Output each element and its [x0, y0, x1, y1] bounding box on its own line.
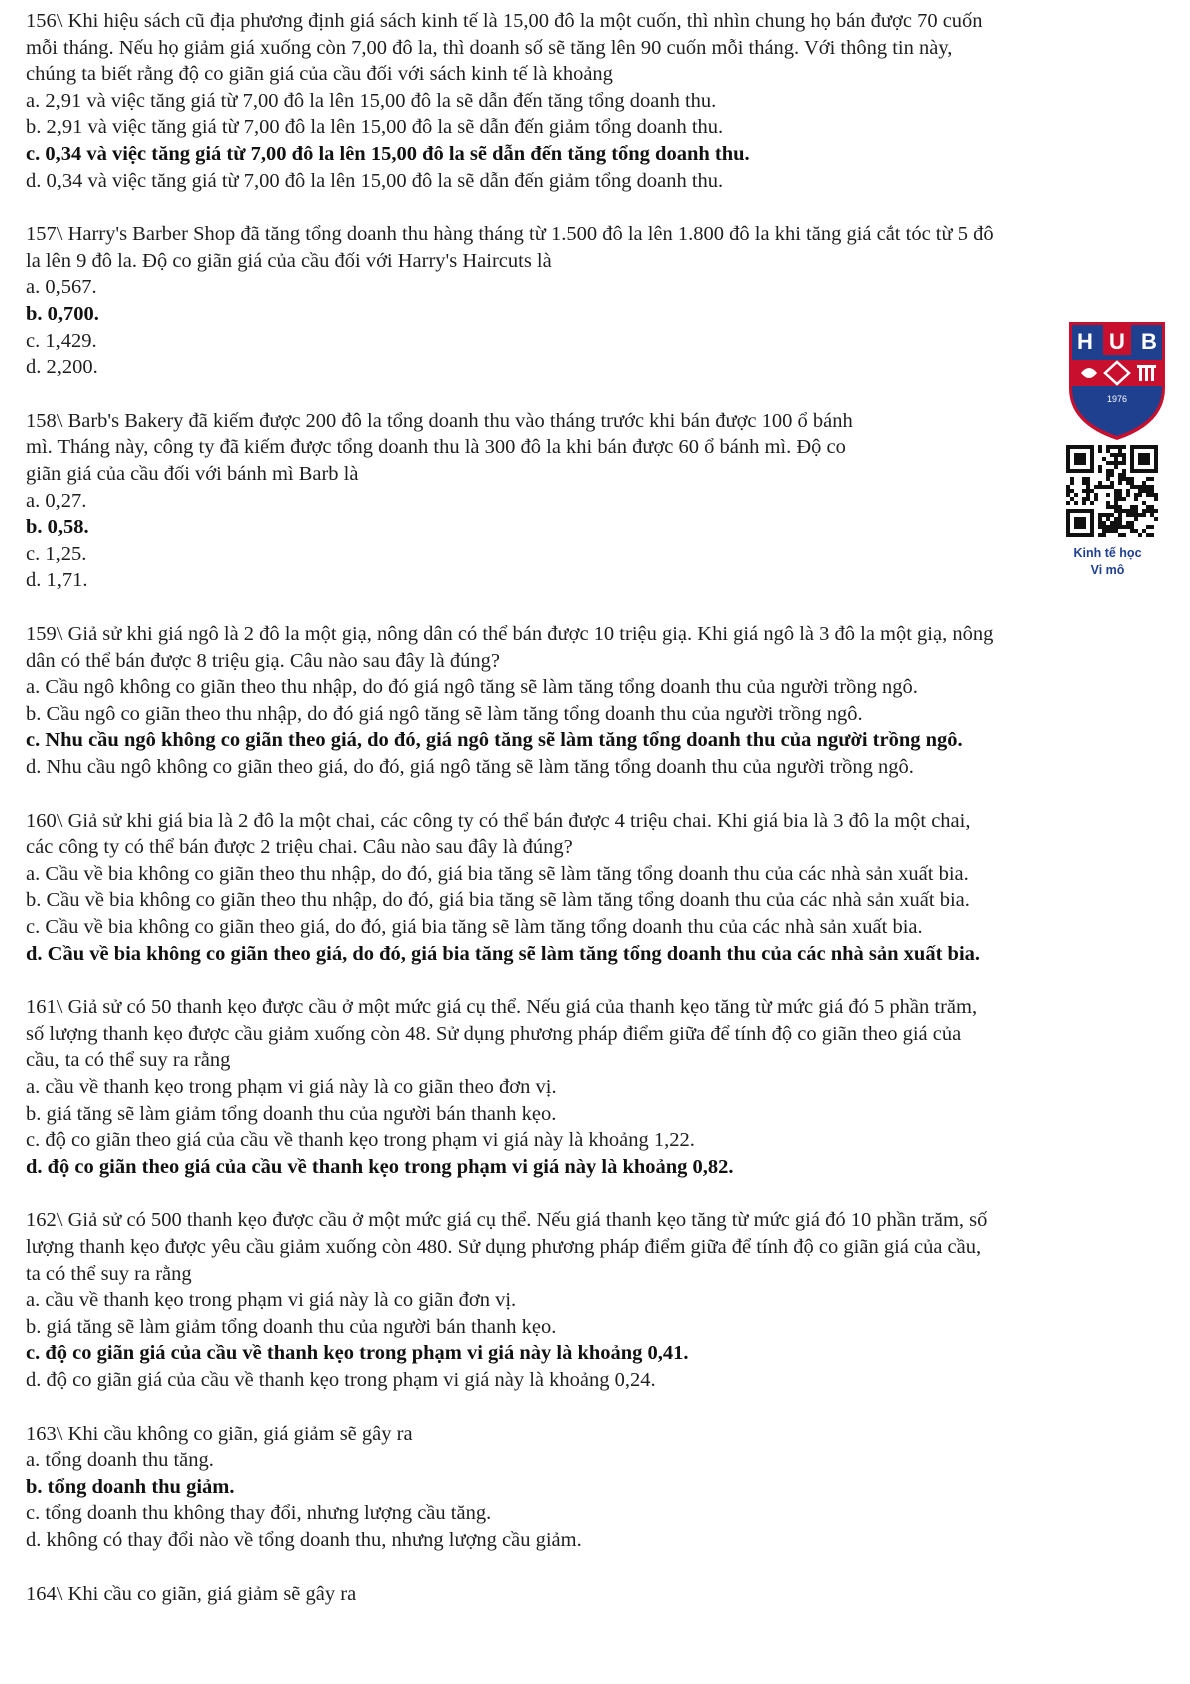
question-text: dân có thể bán được 8 triệu giạ. Câu nào sau đây là đúng?	[26, 649, 500, 672]
answer-option: b. Cầu ngô co giãn theo thu nhập, do đó giá ngô tăng sẽ làm tăng tổng doanh thu của người trồng ngô.	[26, 702, 863, 725]
answer-option: c. tổng doanh thu không thay đổi, nhưng lượng cầu tăng.	[26, 1502, 492, 1525]
question-stem-first-line	[26, 1207, 987, 1235]
question-text: Giả sử có 50 thanh kẹo được cầu ở một mức giá cụ thể. Nếu giá của thanh kẹo tăng từ mức giá đó 5 phần trăm,	[67, 996, 978, 1019]
question-stem-line	[26, 834, 573, 862]
question-stem-first-line	[26, 1421, 413, 1449]
answer-option: c. Cầu về bia không co giãn theo giá, do đó, giá bia tăng sẽ làm tăng tổng doanh thu của các nhà sản xuất bia.	[26, 916, 923, 938]
question-number: 156\	[26, 10, 63, 32]
qr-code	[1066, 445, 1158, 546]
question-stem-line	[26, 1047, 230, 1075]
question-text: la lên 9 đô la. Độ co giãn giá của cầu đối với Harry's Haircuts là	[26, 249, 552, 272]
question-text: cầu, ta có thể suy ra rằng	[26, 1049, 231, 1072]
course-label-line-1: Kinh tế học	[1073, 546, 1142, 560]
hub-shield-emblem	[1063, 318, 1171, 444]
answer-option-correct: b. 0,700.	[26, 303, 99, 325]
question-text: Giả sử khi giá ngô là 2 đô la một giạ, nông dân có thể bán được 10 triệu giạ. Khi giá ngô là 3 đô la một giạ, nông	[67, 623, 994, 645]
question-stem-first-line	[26, 8, 983, 36]
answer-option-correct: d. độ co giãn theo giá của cầu về thanh kẹo trong phạm vi giá này là khoảng 0,82.	[26, 1155, 734, 1178]
question-stem-line	[26, 35, 952, 63]
course-label	[1045, 545, 1170, 579]
answer-option-correct: c. độ co giãn giá của cầu về thanh kẹo trong phạm vi giá này là khoảng 0,41.	[26, 1342, 689, 1365]
question-stem-first-line	[26, 1581, 356, 1609]
question-text: Khi cầu co giãn, giá giảm sẽ gây ra	[67, 1582, 357, 1605]
course-label-line-2: Vi mô	[1090, 563, 1125, 577]
question-text: Barb's Bakery đã kiếm được 200 đô la tổng doanh thu vào tháng trước khi bán được 100 ổ bánh	[67, 409, 853, 432]
answer-option: c. 1,25.	[26, 542, 87, 565]
question-stem-first-line	[26, 408, 853, 436]
answer-option-correct: b. tổng doanh thu giảm.	[26, 1475, 235, 1498]
answer-option: a. 2,91 và việc tăng giá từ 7,00 đô la lên 15,00 đô la sẽ dẫn đến tăng tổng doanh thu.	[26, 89, 717, 112]
answer-option: b. giá tăng sẽ làm giảm tổng doanh thu của người bán thanh kẹo.	[26, 1315, 557, 1338]
answer-option: b. 2,91 và việc tăng giá từ 7,00 đô la lên 15,00 đô la sẽ dẫn đến giảm tổng doanh thu.	[26, 116, 724, 139]
question-number: 164\	[26, 1582, 63, 1605]
answer-option: a. 0,27.	[26, 489, 87, 512]
hub-logo	[1063, 318, 1171, 453]
question-number: 161\	[26, 996, 63, 1019]
question-text: các công ty có thể bán được 2 triệu chai. Câu nào sau đây là đúng?	[26, 836, 573, 859]
answer-option: a. Cầu ngô không co giãn theo thu nhập, do đó giá ngô tăng sẽ làm tăng tổng doanh thu của người trồng ngô.	[26, 676, 918, 699]
answer-option: d. không có thay đổi nào về tổng doanh thu, nhưng lượng cầu giảm.	[26, 1529, 582, 1551]
question-number: 157\	[26, 223, 63, 246]
answer-option: d. 1,71.	[26, 569, 88, 592]
answer-option: c. độ co giãn theo giá của cầu về thanh kẹo trong phạm vi giá này là khoảng 1,22.	[26, 1129, 695, 1152]
answer-option-correct: b. 0,58.	[26, 516, 89, 539]
question-stem-first-line	[26, 994, 977, 1022]
question-text: giãn giá của cầu đối với bánh mì Barb là	[26, 463, 359, 485]
question-stem-first-line	[26, 621, 993, 649]
question-stem-line	[26, 61, 613, 89]
answer-option: a. tổng doanh thu tăng.	[26, 1449, 214, 1472]
question-stem-first-line	[26, 221, 994, 249]
answer-option: a. cầu về thanh kẹo trong phạm vi giá này là co giãn đơn vị.	[26, 1289, 517, 1312]
answer-option: d. Nhu cầu ngô không co giãn theo giá, do đó, giá ngô tăng sẽ làm tăng tổng doanh thu của người trồng ngô.	[26, 756, 914, 778]
qr-code-image	[1066, 445, 1158, 537]
question-text: Giả sử có 500 thanh kẹo được cầu ở một mức giá cụ thể. Nếu giá thanh kẹo tăng từ mức giá đó 10 phần trăm, số	[67, 1209, 988, 1232]
answer-option: b. Cầu về bia không co giãn theo thu nhập, do đó, giá bia tăng sẽ làm tăng tổng doanh thu của các nhà sản xuất bia.	[26, 889, 970, 912]
answer-option: a. Cầu về bia không co giãn theo thu nhập, do đó, giá bia tăng sẽ làm tăng tổng doanh thu của các nhà sản xuất bia.	[26, 862, 969, 885]
question-text: số lượng thanh kẹo được cầu giảm xuống còn 48. Sử dụng phương pháp điểm giữa để tính độ co giãn theo giá của	[26, 1022, 962, 1045]
logo-letter-b: B	[1141, 329, 1157, 354]
question-stem-line	[26, 1261, 192, 1289]
question-stem-line	[26, 648, 500, 676]
question-number: 162\	[26, 1209, 63, 1232]
logo-letter-u: U	[1109, 329, 1125, 354]
question-text: Giả sử khi giá bia là 2 đô la một chai, các công ty có thể bán được 4 triệu chai. Khi giá bia là 3 đô la một chai,	[67, 809, 971, 832]
answer-option: d. độ co giãn giá của cầu về thanh kẹo trong phạm vi giá này là khoảng 0,24.	[26, 1369, 656, 1391]
question-text: mì. Tháng này, công ty đã kiếm được tổng doanh thu là 300 đô la khi bán được 60 ổ bánh mì. Độ co	[26, 436, 846, 459]
logo-year: 1976	[1106, 394, 1128, 404]
question-number: 158\	[26, 409, 63, 432]
answer-option: a. 0,567.	[26, 276, 97, 299]
answer-option: d. 2,200.	[26, 356, 98, 379]
question-stem-line	[26, 1234, 981, 1262]
answer-option-correct: d. Cầu về bia không co giãn theo giá, do đó, giá bia tăng sẽ làm tăng tổng doanh thu của các nhà sản xuất bia.	[26, 942, 981, 965]
question-number: 160\	[26, 809, 63, 832]
answer-option-correct: c. Nhu cầu ngô không co giãn theo giá, do đó, giá ngô tăng sẽ làm tăng tổng doanh thu của người trồng ngô.	[26, 729, 963, 752]
question-text: chúng ta biết rằng độ co giãn giá của cầu đối với sách kinh tế là khoảng	[26, 63, 613, 86]
question-stem-line	[26, 461, 358, 489]
answer-option: c. 1,429.	[26, 329, 97, 352]
question-stem-first-line	[26, 808, 970, 836]
question-text: Khi cầu không co giãn, giá giảm sẽ gây ra	[67, 1422, 413, 1445]
question-stem-line	[26, 248, 552, 276]
logo-letter-h: H	[1077, 329, 1093, 354]
answer-option-correct: c. 0,34 và việc tăng giá từ 7,00 đô la lên 15,00 đô la sẽ dẫn đến tăng tổng doanh thu.	[26, 143, 750, 165]
answer-option: a. cầu về thanh kẹo trong phạm vi giá này là co giãn theo đơn vị.	[26, 1076, 557, 1098]
question-stem-line	[26, 1021, 961, 1049]
question-text: ta có thể suy ra rằng	[26, 1262, 192, 1285]
question-text: Harry's Barber Shop đã tăng tổng doanh thu hàng tháng từ 1.500 đô la lên 1.800 đô la khi tăng giá cắt tóc từ 5 đô	[67, 223, 994, 246]
question-text: Khi hiệu sách cũ địa phương định giá sách kinh tế là 15,00 đô la một cuốn, thì nhìn chung họ bán được 70 cuốn	[67, 10, 983, 32]
question-text: mỗi tháng. Nếu họ giảm giá xuống còn 7,00 đô la, thì doanh số sẽ tăng lên 90 cuốn mỗi tháng. Với thông tin này,	[26, 36, 953, 59]
question-number: 163\	[26, 1422, 63, 1445]
question-text: lượng thanh kẹo được yêu cầu giảm xuống còn 480. Sử dụng phương pháp điểm giữa để tính độ co giãn giá của cầu,	[26, 1236, 982, 1258]
question-number: 159\	[26, 623, 63, 645]
answer-option: d. 0,34 và việc tăng giá từ 7,00 đô la lên 15,00 đô la sẽ dẫn đến giảm tổng doanh thu.	[26, 169, 724, 192]
question-stem-line	[26, 434, 846, 462]
answer-option: b. giá tăng sẽ làm giảm tổng doanh thu của người bán thanh kẹo.	[26, 1102, 557, 1125]
